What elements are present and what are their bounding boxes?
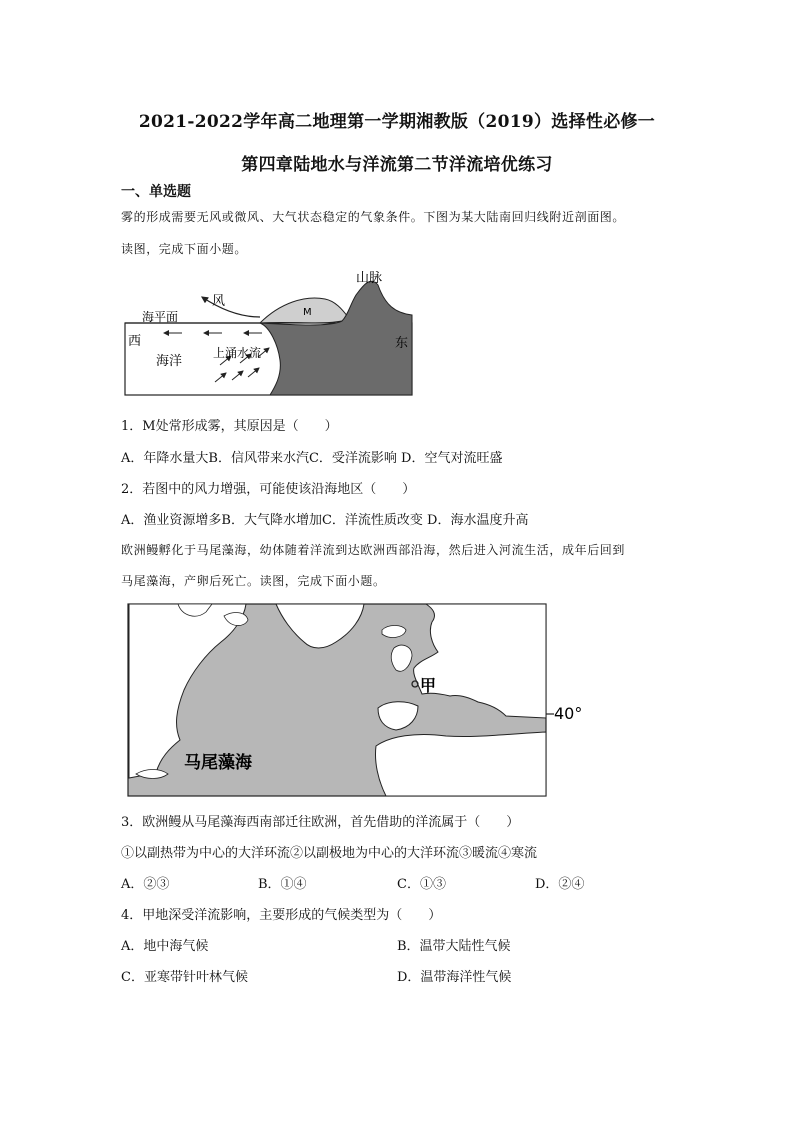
label-jia: 甲 bbox=[420, 676, 437, 695]
intro-2-line-2: 马尾藻海，产卵后死亡。读图，完成下面小题。 bbox=[121, 574, 386, 588]
label-40-degree: 40° bbox=[554, 704, 583, 723]
label-west: 西 bbox=[128, 334, 142, 349]
label-mountain: 山脉 bbox=[356, 271, 383, 286]
upwelling-arrow bbox=[232, 371, 243, 380]
intro-1-line-1: 雾的形成需要无风或微风、大气状态稳定的气象条件。下图为某大陆南回归线附近剖面图。 bbox=[121, 210, 626, 224]
label-m: M bbox=[303, 307, 312, 318]
q4-options-row-1 bbox=[121, 935, 601, 953]
africa bbox=[375, 732, 546, 796]
q3-option-b: B．①④ bbox=[258, 877, 307, 892]
q1-options: A．年降水量大B．信风带来水汽C．受洋流影响 D．空气对流旺盛 bbox=[121, 451, 503, 466]
upwelling-arrow bbox=[248, 368, 259, 377]
document-title-line-2: 第四章陆地水与洋流第二节洋流培优练习 bbox=[241, 155, 553, 175]
q2-stem: 2．若图中的风力增强，可能使该沿海地区（ ） bbox=[121, 482, 416, 497]
q4-option-a: A．地中海气候 bbox=[121, 939, 209, 954]
q3-option-a: A．②③ bbox=[121, 877, 170, 892]
q2-options: A．渔业资源增多B．大气降水增加C．洋流性质改变 D．海水温度升高 bbox=[121, 513, 529, 528]
q1-stem: 1．M处常形成雾，其原因是（ ） bbox=[121, 419, 338, 434]
q4-option-d: D．温带海洋性气候 bbox=[397, 970, 512, 985]
q3-items: ①以副热带为中心的大洋环流②以副极地为中心的大洋环流③暖流④寒流 bbox=[121, 846, 538, 861]
document-title-line-1: 2021-2022学年高二地理第一学期湘教版（2019）选择性必修一 bbox=[138, 112, 656, 132]
label-ocean: 海洋 bbox=[156, 354, 183, 369]
land-profile bbox=[260, 281, 412, 395]
wind-arrow bbox=[202, 297, 260, 317]
label-wind: 风 bbox=[212, 294, 226, 309]
section-heading: 一、单选题 bbox=[121, 184, 191, 200]
upwelling-arrow bbox=[215, 373, 226, 382]
q3-stem: 3．欧洲鳗从马尾藻海西南部迁往欧洲，首先借助的洋流属于（ ） bbox=[121, 815, 520, 830]
q4-options-row-2 bbox=[121, 966, 601, 984]
label-sargasso-sea: 马尾藻海 bbox=[184, 753, 252, 773]
q3-options-row bbox=[121, 873, 601, 891]
label-east: 东 bbox=[395, 336, 409, 351]
q3-option-c: C．①③ bbox=[397, 877, 446, 892]
q4-option-b: B．温带大陆性气候 bbox=[397, 939, 511, 954]
intro-2-line-1: 欧洲鳗孵化于马尾藻海，幼体随着洋流到达欧洲西部沿海，然后进入河流生活，成年后回到 bbox=[121, 543, 626, 557]
q4-stem: 4．甲地深受洋流影响，主要形成的气候类型为（ ） bbox=[121, 908, 442, 923]
q4-option-c: C．亚寒带针叶林气候 bbox=[121, 970, 248, 985]
q3-option-d: D．②④ bbox=[535, 877, 585, 892]
label-upwelling: 上涌水流 bbox=[213, 346, 262, 360]
intro-1-line-2: 读图，完成下面小题。 bbox=[121, 242, 248, 256]
north-atlantic-map bbox=[126, 598, 586, 803]
label-sea-level: 海平面 bbox=[142, 310, 179, 324]
cross-section-diagram bbox=[120, 265, 420, 400]
